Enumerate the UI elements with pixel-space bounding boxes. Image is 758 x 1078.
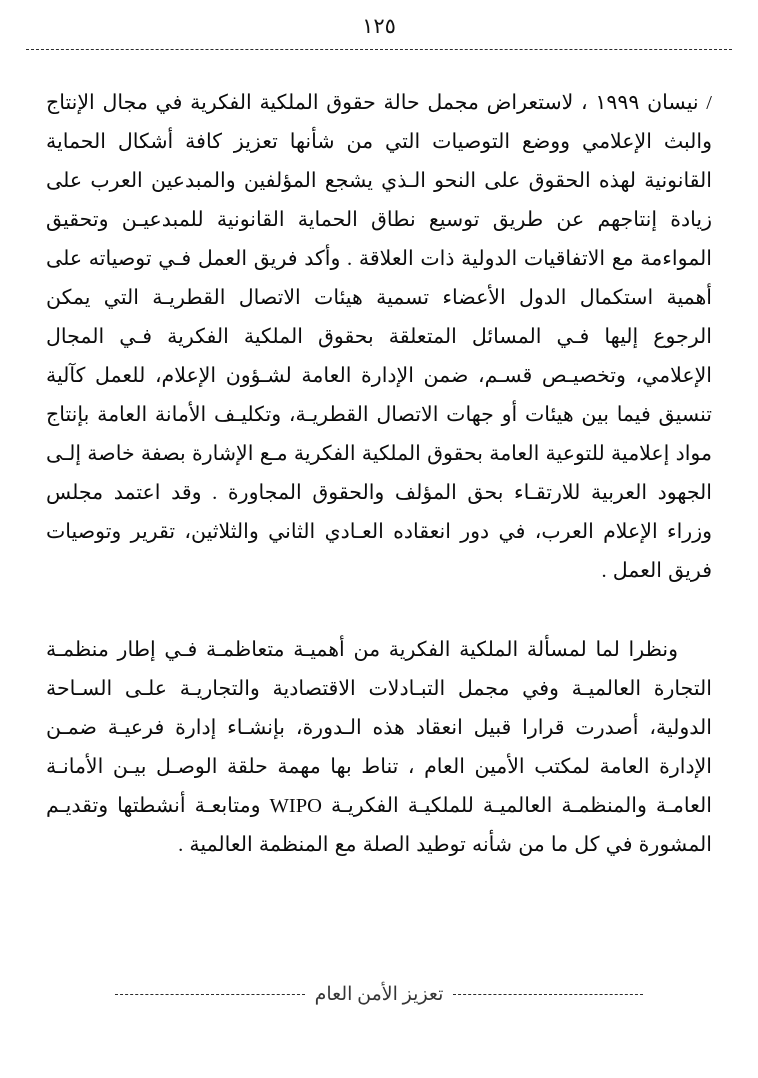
footer-text: تعزيز الأمن العام	[314, 984, 444, 1005]
paragraph-2-text-after: ومتابعـة أنشطتها وتقديـم المشورة في كل ما من شأنه توطيد الصلة مع المنظمة العالمية .	[46, 795, 712, 856]
paragraph-1: / نيسان ١٩٩٩ ، لاستعراض مجمل حالة حقوق الملكية الفكرية في مجال الإنتاج والبث الإعلامي ووضع التوصيات التي من شأنها تعزيز كافة أشكال الحماية القانونية لهذه الحقوق على النحو الـذي يشجع المؤلفين والمبدعين العرب على زيادة إنتاجهم عن طريق توسيع نطاق الحماية القانونية للمبدعيـن وتحقيق المواءمة مع الاتفاقيات الدولية ذات العلاقة . وأكد فريق العمل فـي توصياته على أهمية استكمال الدول الأعضاء تسمية هيئات الاتصال القطريـة التي يمكن الرجوع إليها فـي المسائل المتعلقة بحقوق الملكية الفكرية فـي المجال الإعلامي، وتخصيـص قسـم، ضمن الإدارة العامة لشـؤون الإعلام، للعمل كآلية تنسيق فيما بين هيئات أو جهات الاتصال القطريـة، وتكليـف الأمانة العامة بإنتاج مواد إعلامية للتوعية العامة بحقوق الملكية الفكرية مـع الإشارة بصفة خاصة إلـى الجهود العربية للارتقـاء بحق المؤلف والحقوق المجاورة . وقد اعتمد مجلس وزراء الإعلام العرب، في دور انعقاده العـادي الثاني والثلاثين، تقرير وتوصيات فريق العمل .	[46, 92, 712, 582]
paragraph-2	[46, 631, 712, 865]
page-footer	[0, 983, 758, 1006]
footer-divider-right	[453, 994, 643, 995]
document-body	[46, 50, 712, 865]
footer-divider-left	[115, 994, 305, 995]
paragraph-2-text-before: ونظرا لما لمسألة الملكية الفكرية من أهميـة متعاظمـة فـي إطار منظمـة التجارة العالميـة وفي مجمل التبـادلات الاقتصادية والتجاريـة علـى السـاحة الدولية، أصدرت قرارا قبيل انعقاد هذه الـدورة، بإنشـاء إدارة فرعيـة ضمـن الإدارة العامة لمكتب الأمين العام ، تناط بها مهمة حلقة الوصـل بيـن الأمانـة العامـة والمنظمـة العالميـة للملكيـة الفكريـة	[46, 639, 712, 817]
wipo-acronym: WIPO	[269, 795, 322, 817]
page-number: ١٢٥	[362, 14, 396, 38]
